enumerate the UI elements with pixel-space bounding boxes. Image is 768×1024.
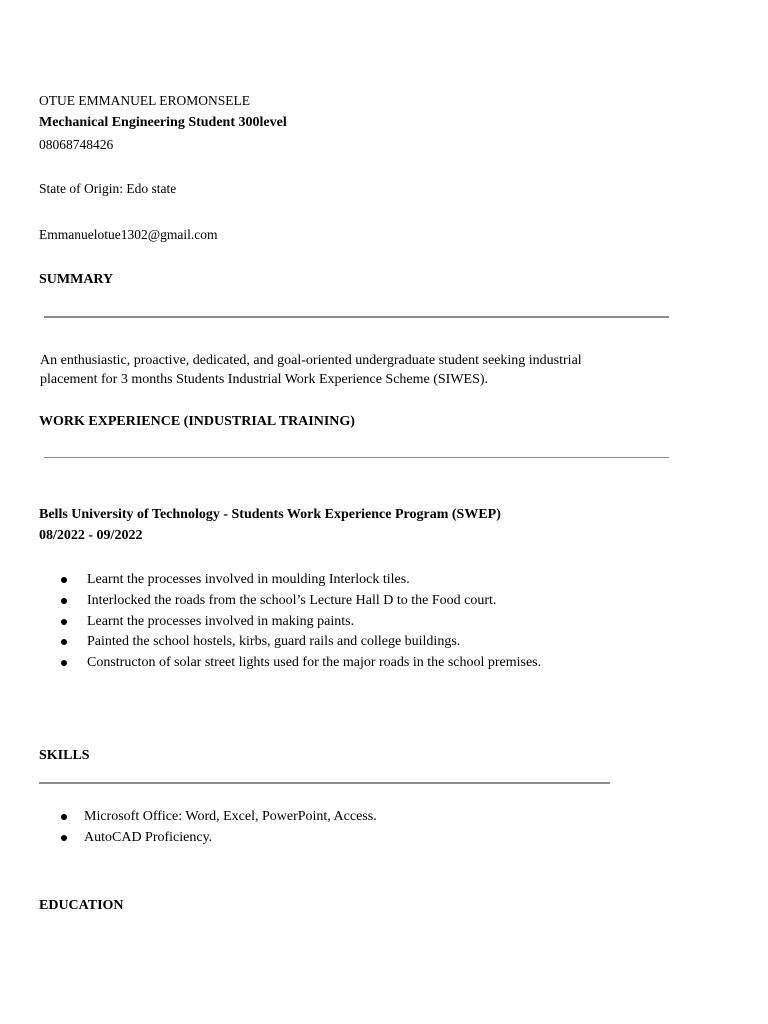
summary-heading: SUMMARY [39, 272, 114, 287]
list-item: Learnt the processes involved in making paints. [39, 612, 541, 633]
work-experience-heading: WORK EXPERIENCE (INDUSTRIAL TRAINING) [39, 414, 355, 429]
skills-heading: SKILLS [39, 748, 90, 763]
list-item: Interlocked the roads from the school’s Lecture Hall D to the Food court. [39, 591, 541, 612]
summary-text [40, 351, 582, 389]
education-heading: EDUCATION [39, 898, 124, 913]
summary-line-2: placement for 3 months Students Industrial Work Experience Scheme (SIWES). [40, 372, 489, 387]
email-address: Emmanuelotue1302@gmail.com [39, 227, 218, 242]
work-experience-divider [44, 457, 669, 458]
phone-number: 08068748426 [39, 137, 114, 152]
skills-list [39, 807, 377, 849]
summary-divider [44, 316, 669, 318]
skills-divider [39, 782, 610, 784]
list-item: Microsoft Office: Word, Excel, PowerPoint, Access. [39, 807, 377, 828]
list-item: AutoCAD Proficiency. [39, 828, 377, 849]
applicant-name: OTUE EMMANUEL EROMONSELE [39, 93, 250, 108]
summary-line-1: An enthusiastic, proactive, dedicated, and goal-oriented undergraduate student seeking industrial [40, 353, 582, 368]
work-duties-list [39, 570, 541, 674]
work-organization: Bells University of Technology - Students Work Experience Program (SWEP) [39, 507, 501, 522]
list-item: Constructon of solar street lights used for the major roads in the school premises. [39, 653, 541, 674]
applicant-title: Mechanical Engineering Student 300level [39, 115, 287, 130]
list-item: Learnt the processes involved in moulding Interlock tiles. [39, 570, 541, 591]
state-of-origin: State of Origin: Edo state [39, 181, 177, 196]
work-dates: 08/2022 - 09/2022 [39, 528, 143, 543]
list-item: Painted the school hostels, kirbs, guard rails and college buildings. [39, 632, 541, 653]
